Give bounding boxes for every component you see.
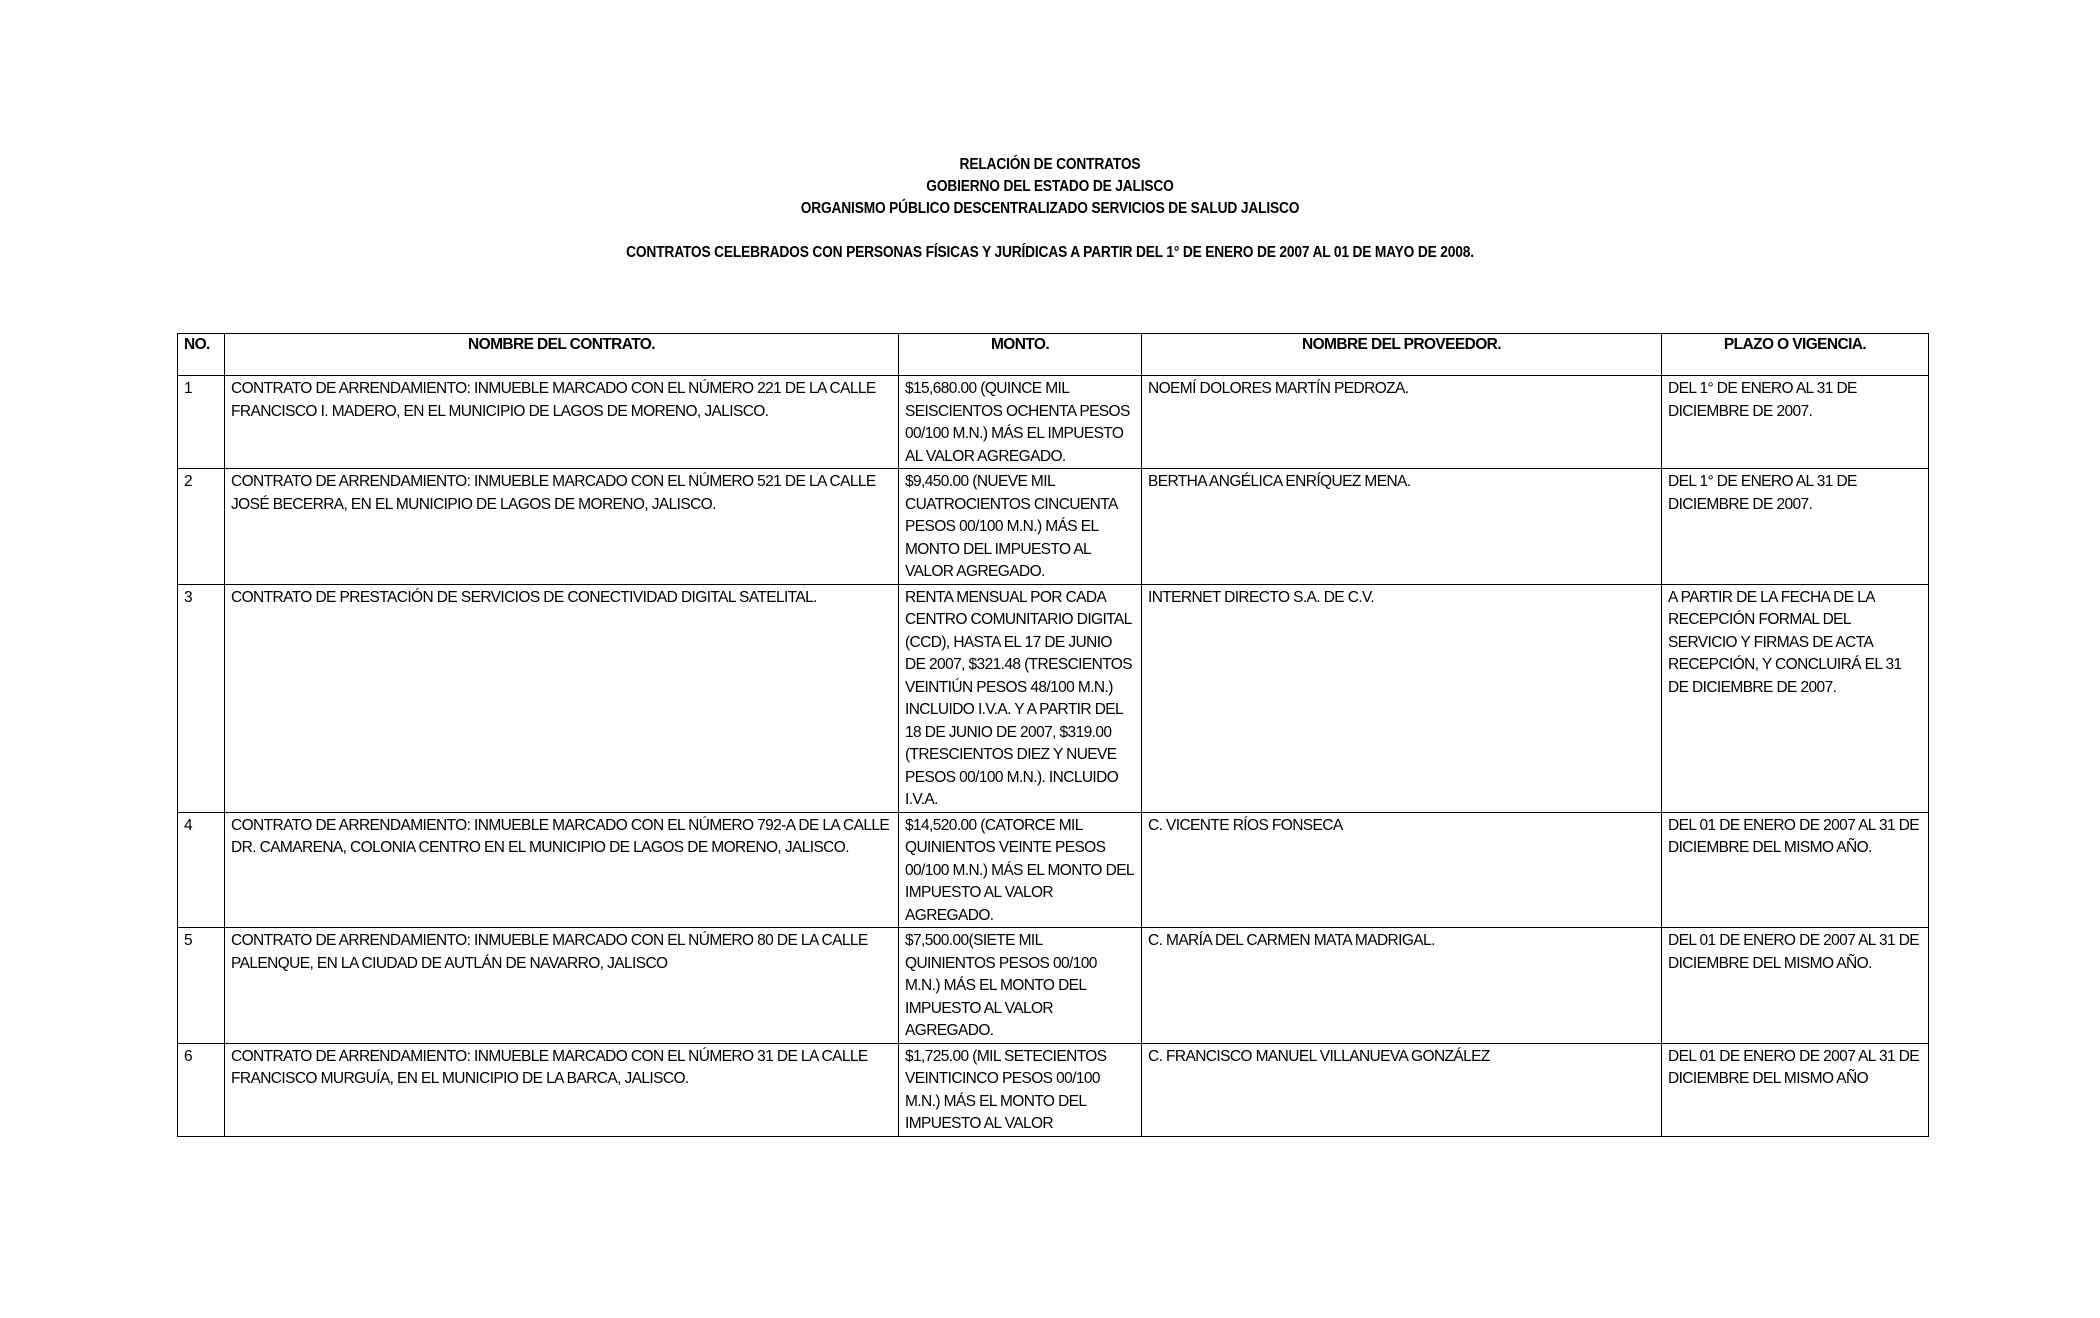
table-row bbox=[178, 376, 1929, 469]
column-header-provider: NOMBRE DEL PROVEEDOR. bbox=[1142, 334, 1662, 376]
cell-provider: BERTHA ANGÉLICA ENRÍQUEZ MENA. bbox=[1142, 469, 1662, 585]
cell-provider: C. VICENTE RÍOS FONSECA bbox=[1142, 812, 1662, 928]
table-row bbox=[178, 584, 1929, 812]
table-row bbox=[178, 928, 1929, 1044]
cell-term: DEL 1° DE ENERO AL 31 DE DICIEMBRE DE 2007. bbox=[1662, 376, 1929, 469]
table-row bbox=[178, 1043, 1929, 1136]
column-header-term: PLAZO O VIGENCIA. bbox=[1662, 334, 1929, 376]
column-header-no: NO. bbox=[178, 334, 225, 376]
cell-no: 1 bbox=[178, 376, 225, 469]
column-header-amount: MONTO. bbox=[899, 334, 1142, 376]
cell-no: 3 bbox=[178, 584, 225, 812]
header-subtitle: CONTRATOS CELEBRADOS CON PERSONAS FÍSICAS Y JURÍDICAS A PARTIR DEL 1° DE ENERO DE 2007 AL 01 DE MAYO DE 2008. bbox=[626, 244, 1474, 261]
cell-provider: INTERNET DIRECTO S.A. DE C.V. bbox=[1142, 584, 1662, 812]
table-row bbox=[178, 469, 1929, 585]
header-government: GOBIERNO DEL ESTADO DE JALISCO bbox=[926, 178, 1174, 195]
cell-contract: CONTRATO DE ARRENDAMIENTO: INMUEBLE MARCADO CON EL NÚMERO 792-A DE LA CALLE DR. CAMARENA, COLONIA CENTRO EN EL MUNICIPIO DE LAGOS DE MORENO, JALISCO. bbox=[225, 812, 899, 928]
document-header bbox=[0, 154, 2100, 264]
cell-provider: C. MARÍA DEL CARMEN MATA MADRIGAL. bbox=[1142, 928, 1662, 1044]
cell-contract: CONTRATO DE ARRENDAMIENTO: INMUEBLE MARCADO CON EL NÚMERO 221 DE LA CALLE FRANCISCO I. MADERO, EN EL MUNICIPIO DE LAGOS DE MORENO, JALISCO. bbox=[225, 376, 899, 469]
header-title: RELACIÓN DE CONTRATOS bbox=[959, 156, 1141, 173]
cell-term: A PARTIR DE LA FECHA DE LA RECEPCIÓN FORMAL DEL SERVICIO Y FIRMAS DE ACTA RECEPCIÓN, Y CONCLUIRÁ EL 31 DE DICIEMBRE DE 2007. bbox=[1662, 584, 1929, 812]
cell-amount: $15,680.00 (QUINCE MIL SEISCIENTOS OCHENTA PESOS 00/100 M.N.) MÁS EL IMPUESTO AL VALOR AGREGADO. bbox=[899, 376, 1142, 469]
table-header-row bbox=[178, 334, 1929, 376]
cell-term: DEL 01 DE ENERO DE 2007 AL 31 DE DICIEMBRE DEL MISMO AÑO. bbox=[1662, 812, 1929, 928]
cell-no: 4 bbox=[178, 812, 225, 928]
cell-term: DEL 1° DE ENERO AL 31 DE DICIEMBRE DE 2007. bbox=[1662, 469, 1929, 585]
contracts-table bbox=[177, 333, 1929, 1137]
table-row bbox=[178, 812, 1929, 928]
column-header-contract: NOMBRE DEL CONTRATO. bbox=[225, 334, 899, 376]
cell-amount: $1,725.00 (MIL SETECIENTOS VEINTICINCO PESOS 00/100 M.N.) MÁS EL MONTO DEL IMPUESTO AL VALOR bbox=[899, 1043, 1142, 1136]
cell-term: DEL 01 DE ENERO DE 2007 AL 31 DE DICIEMBRE DEL MISMO AÑO bbox=[1662, 1043, 1929, 1136]
cell-amount: $7,500.00(SIETE MIL QUINIENTOS PESOS 00/100 M.N.) MÁS EL MONTO DEL IMPUESTO AL VALOR AGREGADO. bbox=[899, 928, 1142, 1044]
cell-amount: RENTA MENSUAL POR CADA CENTRO COMUNITARIO DIGITAL (CCD), HASTA EL 17 DE JUNIO DE 2007, $321.48 (TRESCIENTOS VEINTIÚN PESOS 48/100 M.N.) INCLUIDO I.V.A. Y A PARTIR DEL 18 DE JUNIO DE 2007, $319.00 (TRESCIENTOS DIEZ Y NUEVE PESOS 00/100 M.N.). INCLUIDO I.V.A. bbox=[899, 584, 1142, 812]
header-organism: ORGANISMO PÚBLICO DESCENTRALIZADO SERVICIOS DE SALUD JALISCO bbox=[800, 200, 1300, 217]
cell-contract: CONTRATO DE ARRENDAMIENTO: INMUEBLE MARCADO CON EL NÚMERO 521 DE LA CALLE JOSÉ BECERRA, EN EL MUNICIPIO DE LAGOS DE MORENO, JALISCO. bbox=[225, 469, 899, 585]
cell-term: DEL 01 DE ENERO DE 2007 AL 31 DE DICIEMBRE DEL MISMO AÑO. bbox=[1662, 928, 1929, 1044]
cell-contract: CONTRATO DE PRESTACIÓN DE SERVICIOS DE CONECTIVIDAD DIGITAL SATELITAL. bbox=[225, 584, 899, 812]
cell-amount: $9,450.00 (NUEVE MIL CUATROCIENTOS CINCUENTA PESOS 00/100 M.N.) MÁS EL MONTO DEL IMPUESTO AL VALOR AGREGADO. bbox=[899, 469, 1142, 585]
cell-no: 5 bbox=[178, 928, 225, 1044]
cell-no: 2 bbox=[178, 469, 225, 585]
cell-contract: CONTRATO DE ARRENDAMIENTO: INMUEBLE MARCADO CON EL NÚMERO 31 DE LA CALLE FRANCISCO MURGUÍA, EN EL MUNICIPIO DE LA BARCA, JALISCO. bbox=[225, 1043, 899, 1136]
cell-contract: CONTRATO DE ARRENDAMIENTO: INMUEBLE MARCADO CON EL NÚMERO 80 DE LA CALLE PALENQUE, EN LA CIUDAD DE AUTLÁN DE NAVARRO, JALISCO bbox=[225, 928, 899, 1044]
cell-no: 6 bbox=[178, 1043, 225, 1136]
cell-provider: NOEMÍ DOLORES MARTÍN PEDROZA. bbox=[1142, 376, 1662, 469]
cell-provider: C. FRANCISCO MANUEL VILLANUEVA GONZÁLEZ bbox=[1142, 1043, 1662, 1136]
cell-amount: $14,520.00 (CATORCE MIL QUINIENTOS VEINTE PESOS 00/100 M.N.) MÁS EL MONTO DEL IMPUESTO AL VALOR AGREGADO. bbox=[899, 812, 1142, 928]
